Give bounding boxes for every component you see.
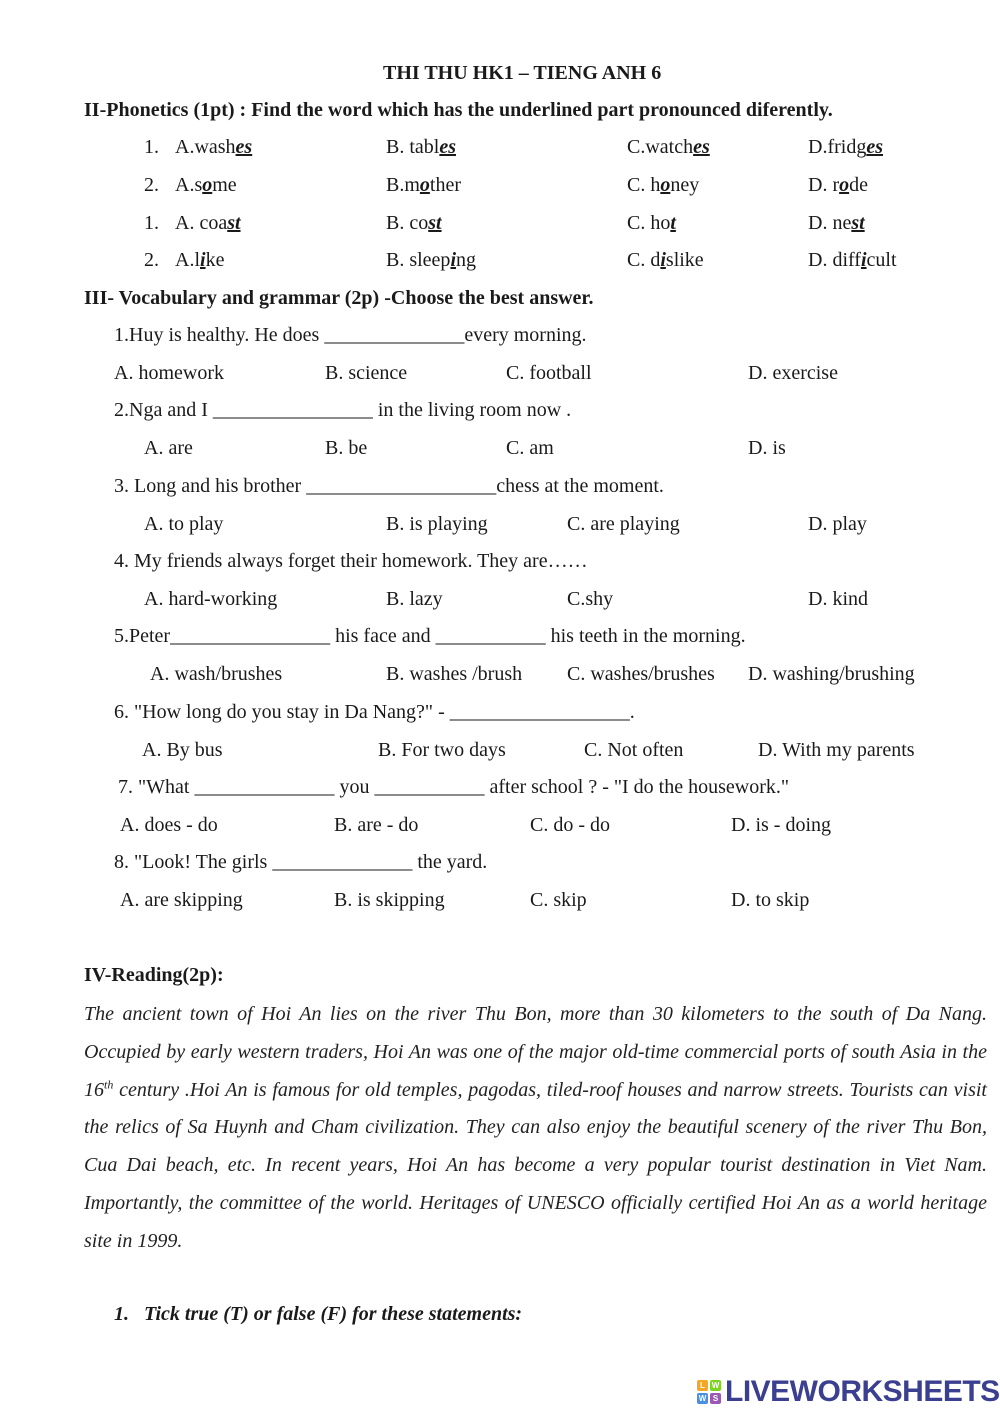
vocab-answer-option: D. is — [748, 437, 786, 459]
phonetics-underlined-part: es — [693, 136, 710, 158]
phonetics-underlined-part: st — [851, 212, 865, 234]
vocab-answer-option: B. is skipping — [334, 889, 445, 911]
phonetics-underlined-part: o — [839, 174, 850, 196]
phonetics-underlined-part: i — [450, 249, 456, 271]
vocab-question-text: 6. "How long do you stay in Da Nang?" - __________________. — [114, 701, 635, 723]
vocab-answer-option: C. are playing — [567, 513, 680, 535]
phonetics-option — [175, 212, 241, 235]
vocab-question-text: 1.Huy is healthy. He does ______________every morning. — [114, 324, 587, 346]
logo-mark-s: S — [710, 1393, 721, 1404]
phonetics-option-prefix: C. d — [627, 249, 661, 271]
phonetics-option — [386, 174, 461, 197]
phonetics-option-prefix: C.watch — [627, 136, 694, 158]
vocab-answer-option: B. are - do — [334, 814, 419, 836]
phonetics-option-prefix: D.fridg — [808, 136, 867, 158]
phonetics-option-suffix: ney — [670, 174, 700, 196]
phonetics-option — [808, 174, 868, 197]
phonetics-option-suffix: ke — [205, 249, 225, 271]
phonetics-row-number: 2. — [144, 249, 159, 271]
vocab-answer-option: A. hard-working — [144, 588, 278, 610]
phonetics-row-number: 1. — [144, 212, 159, 234]
phonetics-option-prefix: D. diff — [808, 249, 861, 271]
reading-text-1: The ancient town of Hoi An lies on the river Thu Bon, more than 30 kilometers to the south of Da Nang. Occupied by early western traders, Hoi An was one of the major old-time commercial ports of south Asia in the 16 — [84, 1003, 987, 1101]
phonetics-option-prefix: A.wash — [175, 136, 236, 158]
logo-mark-icon — [697, 1380, 721, 1404]
phonetics-option — [627, 249, 704, 272]
vocab-heading: III- Vocabulary and grammar (2p) -Choose the best answer. — [84, 287, 594, 309]
phonetics-underlined-part: st — [428, 212, 442, 234]
vocab-answer-option: C. am — [506, 437, 554, 459]
vocab-answer-option: B. washes /brush — [386, 663, 523, 685]
page-title: THI THU HK1 – TIENG ANH 6 — [383, 62, 662, 84]
phonetics-option-prefix: A.l — [175, 249, 200, 271]
reading-task-number: 1. — [114, 1303, 129, 1325]
vocab-answer-option: B. lazy — [386, 588, 443, 610]
vocab-answer-option: D. is - doing — [731, 814, 831, 836]
phonetics-option — [627, 136, 710, 159]
phonetics-option-prefix: D. ne — [808, 212, 852, 234]
logo-mark-l: L — [697, 1380, 708, 1391]
phonetics-underlined-part: i — [660, 249, 666, 271]
phonetics-option-prefix: A. coa — [175, 212, 228, 234]
vocab-question-text: 5.Peter________________ his face and ___________ his teeth in the morning. — [114, 625, 746, 647]
phonetics-underlined-part: o — [419, 174, 430, 196]
logo-mark-w2: W — [698, 1394, 707, 1403]
vocab-question-text: 2.Nga and I ________________ in the living room now . — [114, 399, 572, 421]
logo-text: LIVEWORKSHEETS — [725, 1375, 1000, 1408]
vocab-answer-option: C. football — [506, 362, 592, 384]
vocab-answer-option: B. For two days — [378, 739, 506, 761]
phonetics-option — [808, 249, 897, 272]
phonetics-option-prefix: B. sleep — [386, 249, 451, 271]
phonetics-option-suffix: ng — [456, 249, 476, 271]
vocab-answer-option: A. are — [144, 437, 193, 459]
phonetics-option-prefix: B.m — [386, 174, 420, 196]
phonetics-underlined-part: st — [227, 212, 241, 234]
phonetics-underlined-part: t — [670, 212, 676, 234]
vocab-answer-option: A. wash/brushes — [150, 663, 283, 685]
phonetics-option-suffix: de — [849, 174, 868, 196]
phonetics-option — [175, 249, 224, 272]
phonetics-underlined-part: es — [235, 136, 253, 158]
phonetics-underlined-part: i — [200, 249, 206, 271]
vocab-answer-option: C. Not often — [584, 739, 684, 761]
phonetics-row-number: 2. — [144, 174, 159, 196]
reading-text-2: century .Hoi An is famous for old temples, pagodas, tiled-roof houses and narrow streets. Tourists can visit the relics of Sa Huynh and Cham civilization. They can also enjoy the beautiful scenery of the river Thu Bon, Cua Dai beach, etc. In recent years, Hoi An has become a very popular tourist destination in Viet Nam. Importantly, the committee of the world. Heritages of UNESCO officially certified Hoi An as a world heritage site in 1999. — [84, 1078, 987, 1252]
vocab-answer-option: B. science — [325, 362, 408, 384]
phonetics-heading: II-Phonetics (1pt) : Find the word which has the underlined part pronounced diferently. — [84, 99, 833, 121]
vocab-answer-option: C. skip — [530, 889, 587, 911]
phonetics-option-prefix: C. ho — [627, 212, 671, 234]
phonetics-underlined-part: o — [202, 174, 213, 196]
logo-mark-w1: W — [711, 1381, 720, 1390]
vocab-answer-option: D. washing/brushing — [748, 663, 915, 685]
phonetics-option-prefix: C. h — [627, 174, 661, 196]
vocab-answer-option: B. is playing — [386, 513, 488, 535]
phonetics-option-suffix: cult — [866, 249, 897, 271]
phonetics-row-number: 1. — [144, 136, 159, 158]
phonetics-underlined-part: es — [439, 136, 457, 158]
phonetics-option — [175, 136, 252, 159]
vocab-answer-option: D. to skip — [731, 889, 810, 911]
phonetics-option-suffix: slike — [665, 249, 704, 271]
phonetics-option — [386, 249, 476, 272]
vocab-question-text: 8. "Look! The girls ______________ the yard. — [114, 851, 488, 873]
phonetics-option — [386, 136, 456, 159]
vocab-answer-option: A. homework — [114, 362, 224, 384]
vocab-answer-option: C. washes/brushes — [567, 663, 715, 685]
vocab-answer-option: A. does - do — [120, 814, 218, 836]
vocab-answer-option: A. are skipping — [120, 889, 243, 911]
vocab-answer-option: C. do - do — [530, 814, 610, 836]
vocab-question-text: 7. "What ______________ you ___________ after school ? - "I do the housework." — [118, 776, 790, 798]
phonetics-option — [627, 174, 699, 197]
vocab-answer-option: C.shy — [567, 588, 614, 610]
phonetics-underlined-part: i — [860, 249, 867, 271]
vocab-answer-option: A. to play — [144, 513, 224, 535]
reading-task — [114, 1303, 522, 1326]
vocab-answer-option: B. be — [325, 437, 368, 459]
phonetics-underlined-part: es — [866, 136, 883, 158]
phonetics-option-prefix: B. co — [386, 212, 429, 234]
vocab-answer-option: D. kind — [808, 588, 868, 610]
reading-task-text: Tick true (T) or false (F) for these statements: — [144, 1303, 523, 1325]
vocab-answer-option: D. exercise — [748, 362, 838, 384]
vocab-answer-option: A. By bus — [142, 739, 223, 761]
phonetics-option — [386, 212, 442, 235]
phonetics-underlined-part: o — [660, 174, 671, 196]
phonetics-option-suffix: ther — [429, 174, 461, 196]
reading-superscript: th — [104, 1076, 114, 1091]
phonetics-option — [808, 212, 865, 235]
reading-heading: IV-Reading(2p): — [84, 964, 224, 986]
phonetics-option — [175, 174, 237, 197]
phonetics-option — [627, 212, 676, 235]
vocab-question-text: 3. Long and his brother ___________________chess at the moment. — [114, 475, 664, 497]
vocab-answer-option: D. With my parents — [758, 739, 915, 761]
phonetics-option-prefix: D. r — [808, 174, 840, 196]
vocab-answer-option: D. play — [808, 513, 867, 535]
liveworksheets-logo — [697, 1374, 1000, 1410]
phonetics-option-prefix: B. tabl — [386, 136, 440, 158]
phonetics-option — [808, 136, 883, 159]
phonetics-option-prefix: A.s — [175, 174, 203, 196]
reading-passage — [84, 996, 987, 1261]
phonetics-option-suffix: me — [212, 174, 237, 196]
vocab-question-text: 4. My friends always forget their homework. They are…… — [114, 550, 588, 572]
